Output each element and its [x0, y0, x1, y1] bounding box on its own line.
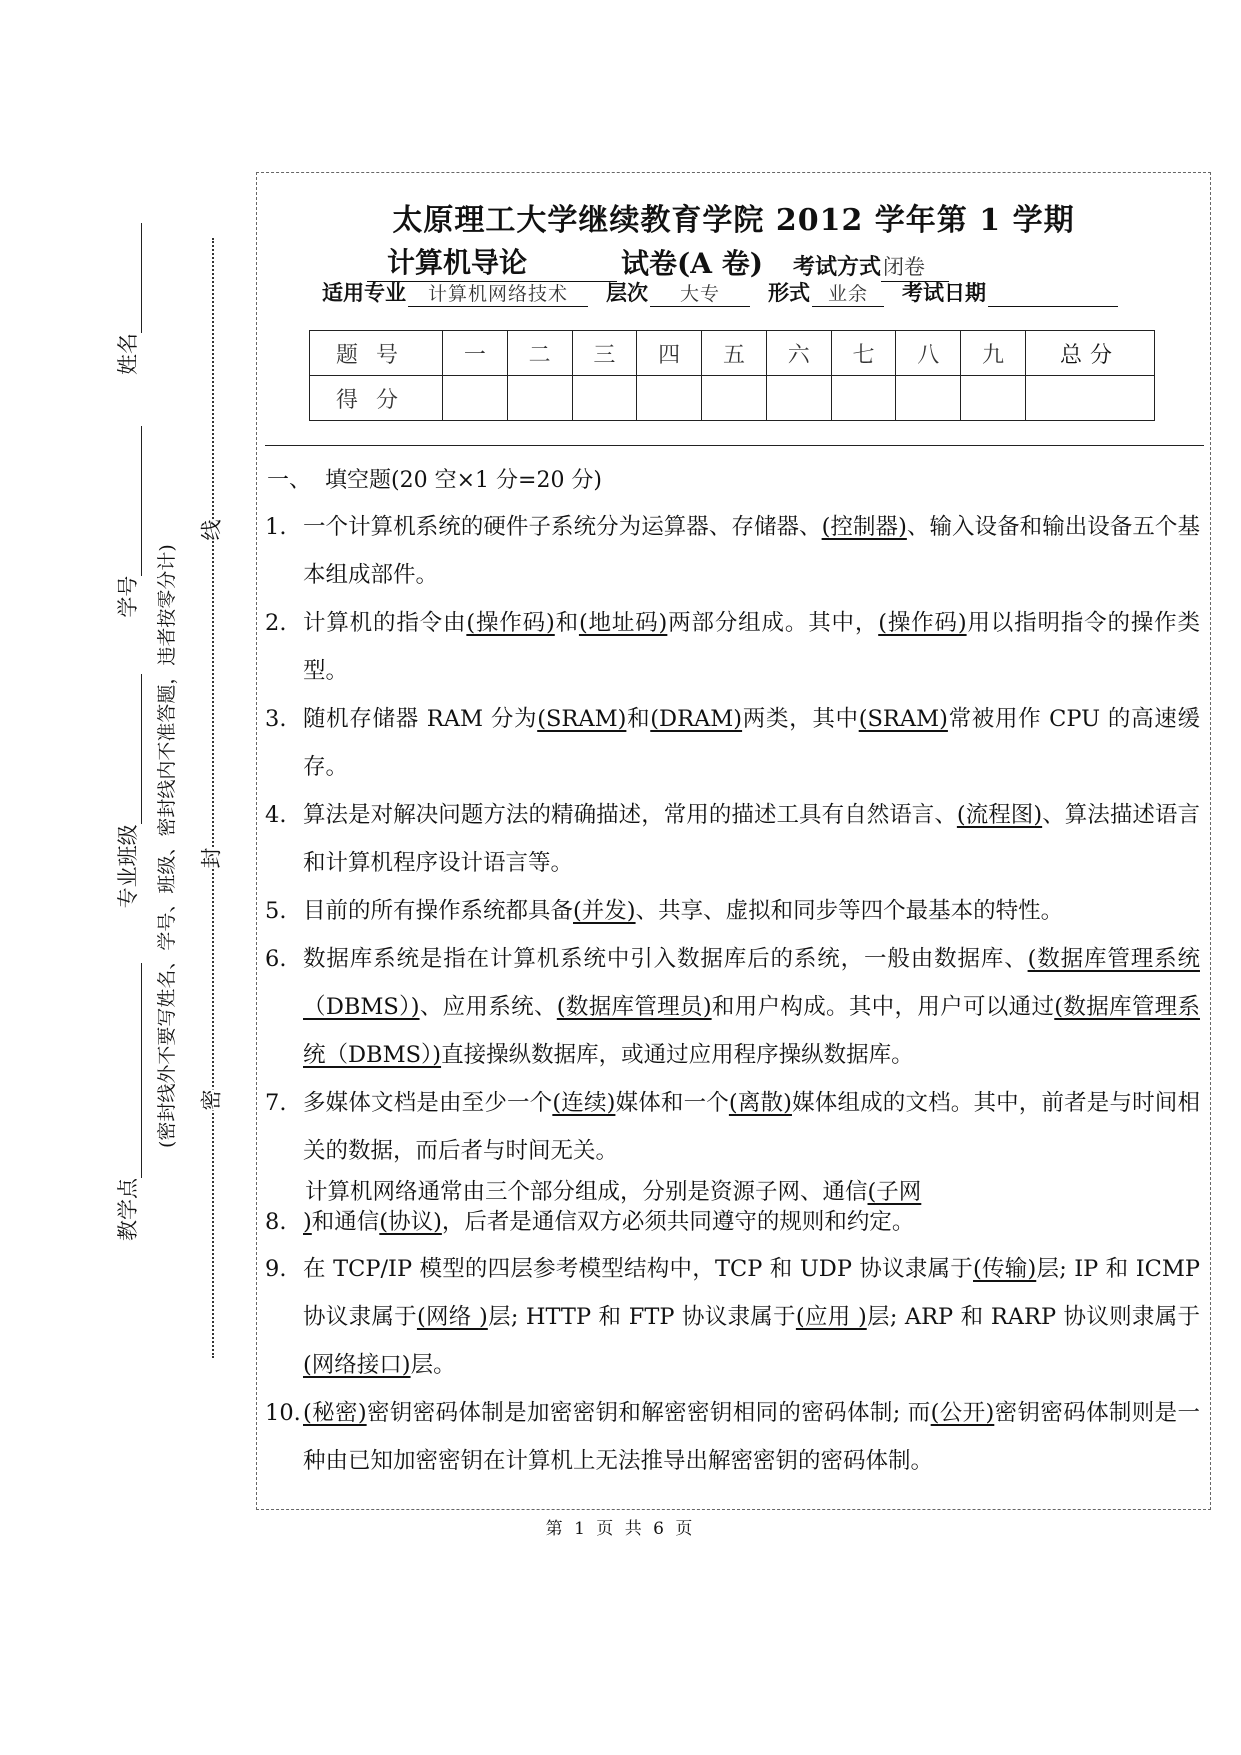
exam-meta [322, 277, 1118, 307]
question-item [265, 1079, 1200, 1175]
question-item [265, 791, 1200, 887]
teaching-center-field[interactable] [112, 963, 142, 1245]
answer-blank[interactable]: (数据库管理系统（DBMS）) [303, 946, 1200, 1020]
score-cell[interactable] [896, 376, 961, 421]
page-footer: 第 1 页 共 6 页 [545, 1519, 696, 1539]
question-text: 和 [626, 706, 651, 732]
score-value-row [310, 376, 1155, 421]
exam-title: 太原理工大学继续教育学院 2012 学年第 1 学期 [392, 203, 1075, 238]
question-text: 常被用作 CPU 的高速缓存。 [303, 706, 1200, 780]
answer-blank[interactable]: (数据库管理系统（DBMS）) [303, 994, 1200, 1068]
answer-blank[interactable]: ) [303, 1209, 312, 1235]
level-label: 层次 [606, 280, 648, 305]
question-text: 两部分组成。其中， [667, 610, 879, 636]
answer-blank[interactable]: (公开) [930, 1400, 995, 1426]
question-text: 和用户构成。其中，用户可以通过 [711, 994, 1055, 1020]
question-text: 在 TCP/IP 模型的四层参考模型结构中，TCP 和 UDP 协议隶属于 [303, 1256, 974, 1282]
answer-blank[interactable]: (网络 ) [416, 1304, 488, 1330]
question-number: 8. [265, 1209, 287, 1235]
question-body [303, 503, 1200, 599]
score-cell[interactable] [637, 376, 702, 421]
answer-blank[interactable]: (DRAM) [650, 706, 743, 732]
class-field[interactable] [112, 674, 142, 912]
answer-blank[interactable]: (网络接口) [303, 1352, 411, 1378]
question-text: 随机存储器 RAM 分为 [303, 706, 538, 732]
question-item [265, 695, 1200, 791]
question-number-header: 题号 [310, 331, 443, 376]
question-text: 两类，其中 [742, 706, 859, 732]
paper-label: 试卷(A 卷) [621, 247, 763, 280]
exam-subtitle [367, 241, 949, 282]
exam-mode-value: 闭卷 [881, 251, 949, 282]
date-label: 考试日期 [902, 280, 986, 305]
question-item [265, 1177, 1200, 1237]
question-text: 层; ARP 和 RARP 协议则隶属于 [866, 1304, 1200, 1330]
student-id-field[interactable] [112, 426, 142, 622]
score-cell[interactable] [831, 376, 896, 421]
major-label: 适用专业 [322, 280, 406, 305]
answer-blank[interactable]: (秘密) [303, 1400, 367, 1426]
score-row-label: 得分 [310, 376, 443, 421]
question-line [265, 1207, 1200, 1237]
score-header-row [310, 331, 1155, 376]
seal-line [212, 238, 214, 1358]
score-col-7: 七 [831, 331, 896, 376]
student-id-label: 学号 [116, 575, 140, 618]
answer-blank[interactable]: (连续) [552, 1090, 616, 1116]
question-text: 密钥密码体制是加密密钥和解密密钥相同的密码体制; 而 [366, 1400, 931, 1426]
score-cell[interactable] [572, 376, 637, 421]
question-text: 层。 [410, 1352, 456, 1378]
answer-blank[interactable]: (控制器) [821, 514, 907, 540]
question-body [303, 791, 1200, 887]
answer-blank[interactable]: (应用 ) [795, 1304, 867, 1330]
question-text: 密钥密码体制则是一种由已知加密密钥在计算机上无法推导出解密密钥的密码体制。 [303, 1400, 1201, 1474]
answer-blank[interactable]: (子网 [867, 1179, 922, 1205]
answer-blank[interactable]: (地址码) [578, 610, 668, 636]
date-value[interactable] [988, 306, 1118, 307]
question-item [265, 1389, 1200, 1485]
answer-blank[interactable]: (流程图) [956, 802, 1043, 828]
question-number: 6. [265, 946, 287, 972]
question-text: 、算法描述语言和计算机程序设计语言等。 [303, 802, 1200, 876]
question-text: 一个计算机系统的硬件子系统分为运算器、存储器、 [303, 514, 822, 540]
header-divider [265, 445, 1204, 446]
question-text: 计算机的指令由 [303, 610, 467, 636]
score-cell[interactable] [961, 376, 1026, 421]
answer-blank[interactable]: (协议) [379, 1209, 442, 1235]
score-col-2: 二 [507, 331, 572, 376]
level-value: 大专 [650, 279, 750, 307]
score-cell[interactable] [766, 376, 831, 421]
exam-mode-label: 考试方式 [793, 254, 882, 280]
question-number: 9. [265, 1256, 287, 1282]
question-text: 直接操纵数据库，或通过应用程序操纵数据库。 [441, 1042, 914, 1068]
seal-char-mi: 密 [193, 1090, 229, 1111]
section-number: 一、 [267, 468, 312, 493]
question-text: 、应用系统、 [419, 994, 557, 1020]
form-label: 形式 [768, 280, 810, 305]
question-number: 1. [265, 514, 287, 540]
question-body [303, 1389, 1200, 1485]
question-text: 层; HTTP 和 FTP 协议隶属于 [487, 1304, 796, 1330]
score-cell[interactable] [702, 376, 767, 421]
question-item [265, 887, 1200, 935]
question-text: 计算机网络通常由三个部分组成，分别是资源子网、通信 [305, 1179, 868, 1205]
section-title: 填空题(20 空×1 分=20 分) [325, 468, 603, 493]
question-body [303, 1245, 1200, 1389]
answer-blank[interactable]: (操作码) [466, 610, 555, 636]
question-number: 5. [265, 898, 287, 924]
question-item [265, 503, 1200, 599]
answer-blank[interactable]: (SRAM) [858, 706, 948, 732]
question-text: ，后者是通信双方必须共同遵守的规则和约定。 [441, 1209, 915, 1235]
name-field[interactable] [112, 223, 142, 379]
name-label: 姓名 [116, 332, 140, 375]
score-col-4: 四 [637, 331, 702, 376]
exam-frame [256, 172, 1211, 1510]
question-number: 7. [265, 1090, 287, 1116]
question-text: 、输入设备和输出设备五个基本组成部件。 [303, 514, 1200, 588]
score-cell[interactable] [507, 376, 572, 421]
answer-blank[interactable]: (传输) [973, 1256, 1037, 1282]
question-body [303, 1079, 1200, 1175]
answer-blank[interactable]: (操作码) [878, 610, 967, 636]
score-col-3: 三 [572, 331, 637, 376]
score-col-5: 五 [702, 331, 767, 376]
question-text: 算法是对解决问题方法的精确描述，常用的描述工具有自然语言、 [303, 802, 957, 828]
question-body [303, 1207, 914, 1237]
question-text: 目前的所有操作系统都具备 [303, 898, 574, 924]
question-item [265, 935, 1200, 1079]
total-score-header: 总分 [1026, 331, 1155, 376]
score-col-1: 一 [443, 331, 508, 376]
question-number: 4. [265, 802, 287, 828]
student-info-fields [112, 223, 142, 1245]
question-item [265, 1245, 1200, 1389]
course-name: 计算机导论 [367, 241, 617, 282]
question-text: 用以指明指令的操作类型。 [303, 610, 1200, 684]
question-text: 媒体和一个 [615, 1090, 729, 1116]
question-text: 和通信 [311, 1209, 380, 1235]
score-col-8: 八 [896, 331, 961, 376]
seal-char-feng: 封 [193, 848, 229, 869]
question-text: 和 [554, 610, 579, 636]
score-col-6: 六 [766, 331, 831, 376]
question-number: 10. [265, 1400, 301, 1426]
question-body [303, 887, 1200, 935]
score-col-9: 九 [961, 331, 1026, 376]
major-value: 计算机网络技术 [408, 279, 588, 307]
answer-blank[interactable]: (数据库管理员) [556, 994, 712, 1020]
question-number: 3. [265, 706, 287, 732]
total-score-cell[interactable] [1026, 376, 1155, 421]
question-body [303, 599, 1200, 695]
question-text: 、共享、虚拟和同步等四个最基本的特性。 [635, 898, 1064, 924]
question-list [265, 503, 1200, 1485]
question-number: 2. [265, 610, 287, 636]
answer-blank[interactable]: (并发) [573, 898, 636, 924]
seal-line-notice: (密封线外不要写姓名、学号、班级、密封线内不准答题，违者按零分计) [156, 544, 178, 1148]
question-text: 数据库系统是指在计算机系统中引入数据库后的系统，一般由数据库、 [303, 946, 1028, 972]
answer-blank[interactable]: (SRAM) [537, 706, 627, 732]
teaching-center-label: 教学点 [116, 1178, 140, 1241]
form-value: 业余 [812, 279, 884, 307]
question-body [303, 695, 1200, 791]
question-item [265, 599, 1200, 695]
question-body [303, 935, 1200, 1079]
question-text: 层; IP 和 ICMP 协议隶属于 [303, 1256, 1200, 1330]
answer-blank[interactable]: (离散) [728, 1090, 792, 1116]
score-cell[interactable] [443, 376, 508, 421]
question-text: 媒体组成的文档。其中，前者是与时间相关的数据，而后者与时间无关。 [303, 1090, 1200, 1164]
seal-char-xian: 线 [193, 520, 229, 541]
score-table [309, 330, 1155, 421]
section-heading [267, 463, 602, 494]
question-text: 多媒体文档是由至少一个 [303, 1090, 553, 1116]
class-label: 专业班级 [116, 824, 140, 909]
question-line [265, 1177, 1200, 1207]
